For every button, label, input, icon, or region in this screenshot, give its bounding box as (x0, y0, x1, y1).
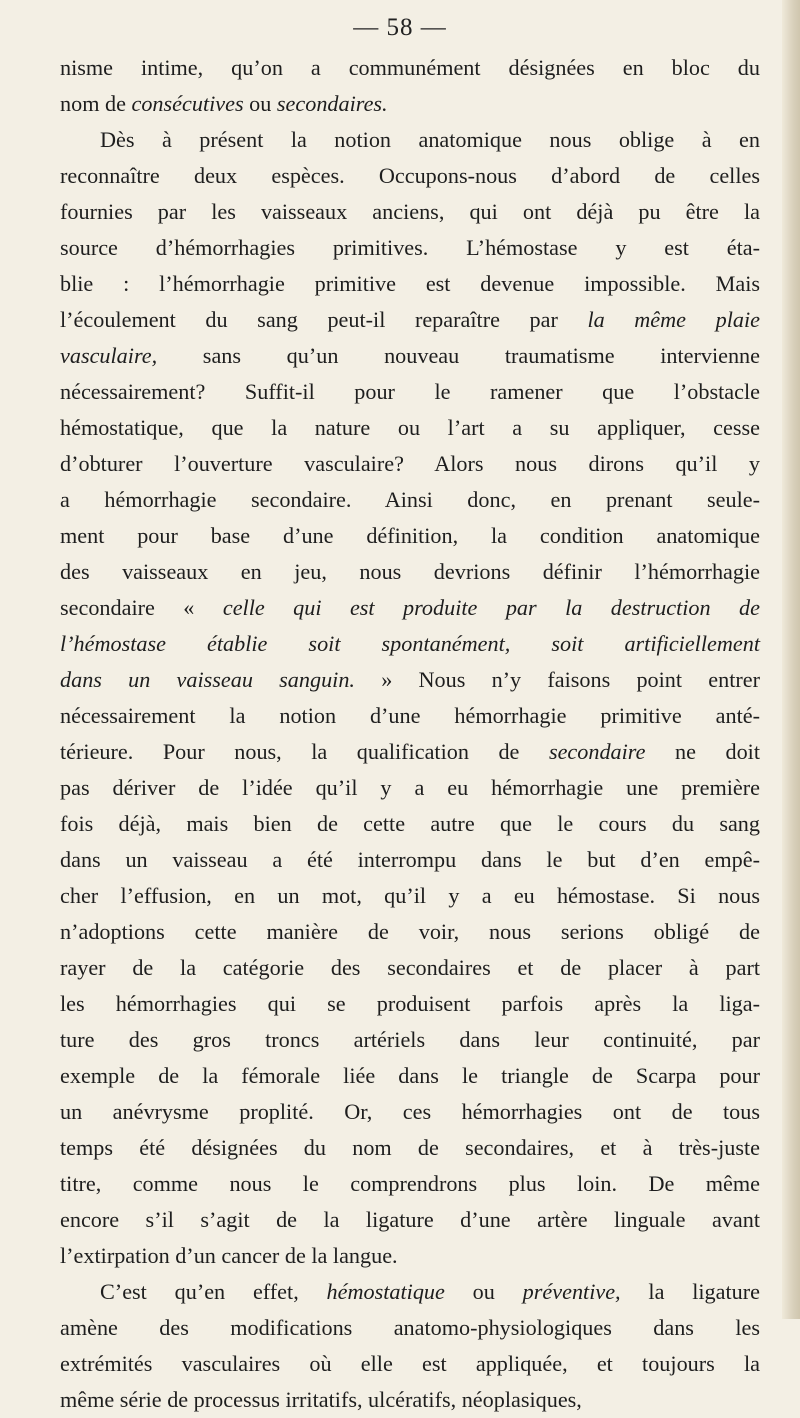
paragraph (60, 122, 760, 1274)
text-run: un anévrysme proplité. Or, ces hémorrhagies ont de tous (60, 1099, 760, 1124)
text-line (60, 158, 760, 194)
text-run: nécessairement? Suffit-il pour le ramener que l’obstacle (60, 379, 760, 404)
text-run: sans qu’un nouveau traumatisme intervienne (157, 343, 760, 368)
text-line (60, 914, 760, 950)
text-run: térieure. Pour nous, la qualification de (60, 739, 549, 764)
text-run: nisme intime, qu’on a communément désignées en bloc du (60, 55, 760, 80)
text-line (60, 338, 760, 374)
text-line (60, 1022, 760, 1058)
text-run: C’est qu’en effet, (100, 1279, 327, 1304)
text-line (60, 266, 760, 302)
text-line (60, 1238, 760, 1274)
text-line (60, 950, 760, 986)
text-run: blie : l’hémorrhagie primitive est devenue impossible. Mais (60, 271, 760, 296)
text-run: ou (444, 1279, 523, 1304)
text-run: la ligature (620, 1279, 760, 1304)
text-line (60, 518, 760, 554)
body-text (60, 50, 760, 1418)
italic-text: hémostatique (326, 1279, 445, 1304)
text-line (60, 86, 760, 122)
text-line (60, 230, 760, 266)
text-run: fois déjà, mais bien de cette autre que le cours du sang (60, 811, 760, 836)
text-run: rayer de la catégorie des secondaires et de placer à part (60, 955, 760, 980)
italic-text: vasculaire, (60, 343, 158, 368)
text-run: hémostatique, que la nature ou l’art a su appliquer, cesse (60, 415, 760, 440)
text-line (60, 482, 760, 518)
text-run: nécessairement la notion d’une hémorrhagie primitive anté- (60, 703, 760, 728)
text-run: cher l’effusion, en un mot, qu’il y a eu hémostase. Si nous (60, 883, 760, 908)
text-line (60, 1058, 760, 1094)
text-line (60, 194, 760, 230)
text-run: d’obturer l’ouverture vasculaire? Alors nous dirons qu’il y (60, 451, 760, 476)
text-run: des vaisseaux en jeu, nous devrions définir l’hémorrhagie (60, 559, 760, 584)
text-line (60, 50, 760, 86)
text-run: extrémités vasculaires où elle est appliquée, et toujours la (60, 1351, 760, 1376)
text-line (60, 806, 760, 842)
text-run: l’écoulement du sang peut-il reparaître par (60, 307, 588, 332)
text-line (60, 734, 760, 770)
paragraph (60, 50, 760, 122)
text-run: amène des modifications anatomo-physiologiques dans les (60, 1315, 760, 1340)
text-line (60, 1382, 760, 1418)
text-line (60, 698, 760, 734)
text-run: ture des gros troncs artériels dans leur continuité, par (60, 1027, 760, 1052)
text-line (60, 878, 760, 914)
text-run: pas dériver de l’idée qu’il y a eu hémorrhagie une première (60, 775, 760, 800)
text-run: reconnaître deux espèces. Occupons-nous d’abord de celles (60, 163, 760, 188)
text-run: l’extirpation d’un cancer de la langue. (60, 1243, 398, 1268)
text-line (60, 1166, 760, 1202)
text-run: encore s’il s’agit de la ligature d’une artère linguale avant (60, 1207, 760, 1232)
text-run: dans un vaisseau a été interrompu dans le but d’en empê- (60, 847, 760, 872)
text-run: ment pour base d’une définition, la condition anatomique (60, 523, 760, 548)
text-line (60, 590, 760, 626)
text-run: source d’hémorrhagies primitives. L’hémostase y est éta- (60, 235, 760, 260)
italic-text: celle qui est produite par la destruction de (222, 595, 760, 620)
text-line (60, 626, 760, 662)
italic-text: secondaires. (276, 91, 388, 116)
paragraph (60, 1274, 760, 1418)
text-line (60, 410, 760, 446)
text-line (60, 662, 760, 698)
text-run: titre, comme nous le comprendrons plus loin. De même (60, 1171, 760, 1196)
text-line (60, 1202, 760, 1238)
text-line (60, 986, 760, 1022)
text-run: temps été désignées du nom de secondaires, et à très-juste (60, 1135, 760, 1160)
text-run: les hémorrhagies qui se produisent parfois après la liga- (60, 991, 760, 1016)
text-line (60, 1274, 760, 1310)
text-line (60, 1346, 760, 1382)
text-run: » Nous n’y faisons point entrer (354, 667, 760, 692)
text-line (60, 1310, 760, 1346)
italic-text: secondaire (548, 739, 646, 764)
text-line (60, 1094, 760, 1130)
text-line (60, 770, 760, 806)
italic-text: la même plaie (587, 307, 760, 332)
italic-text: consécutives (131, 91, 244, 116)
text-line (60, 122, 760, 158)
text-line (60, 842, 760, 878)
text-run: Dès à présent la notion anatomique nous oblige à en (100, 127, 760, 152)
text-line (60, 1130, 760, 1166)
text-run: exemple de la fémorale liée dans le triangle de Scarpa pour (60, 1063, 760, 1088)
text-line (60, 554, 760, 590)
text-run: même série de processus irritatifs, ulcératifs, néoplasiques, (60, 1387, 582, 1412)
text-run: nom de (60, 91, 132, 116)
text-run: secondaire « (60, 595, 223, 620)
page-edge-shadow (782, 0, 800, 1319)
page-number: — 58 — (353, 14, 447, 41)
text-line (60, 446, 760, 482)
text-line (60, 302, 760, 338)
italic-text: l’hémostase établie soit spontanément, soit artificiellement (60, 631, 760, 656)
text-run: ne doit (645, 739, 760, 764)
text-line (60, 374, 760, 410)
text-run: fournies par les vaisseaux anciens, qui ont déjà pu être la (60, 199, 760, 224)
text-run: ou (243, 91, 277, 116)
text-run: a hémorrhagie secondaire. Ainsi donc, en prenant seule- (60, 487, 760, 512)
italic-text: dans un vaisseau sanguin. (60, 667, 355, 692)
text-run: n’adoptions cette manière de voir, nous serions obligé de (60, 919, 760, 944)
italic-text: préventive, (522, 1279, 621, 1304)
